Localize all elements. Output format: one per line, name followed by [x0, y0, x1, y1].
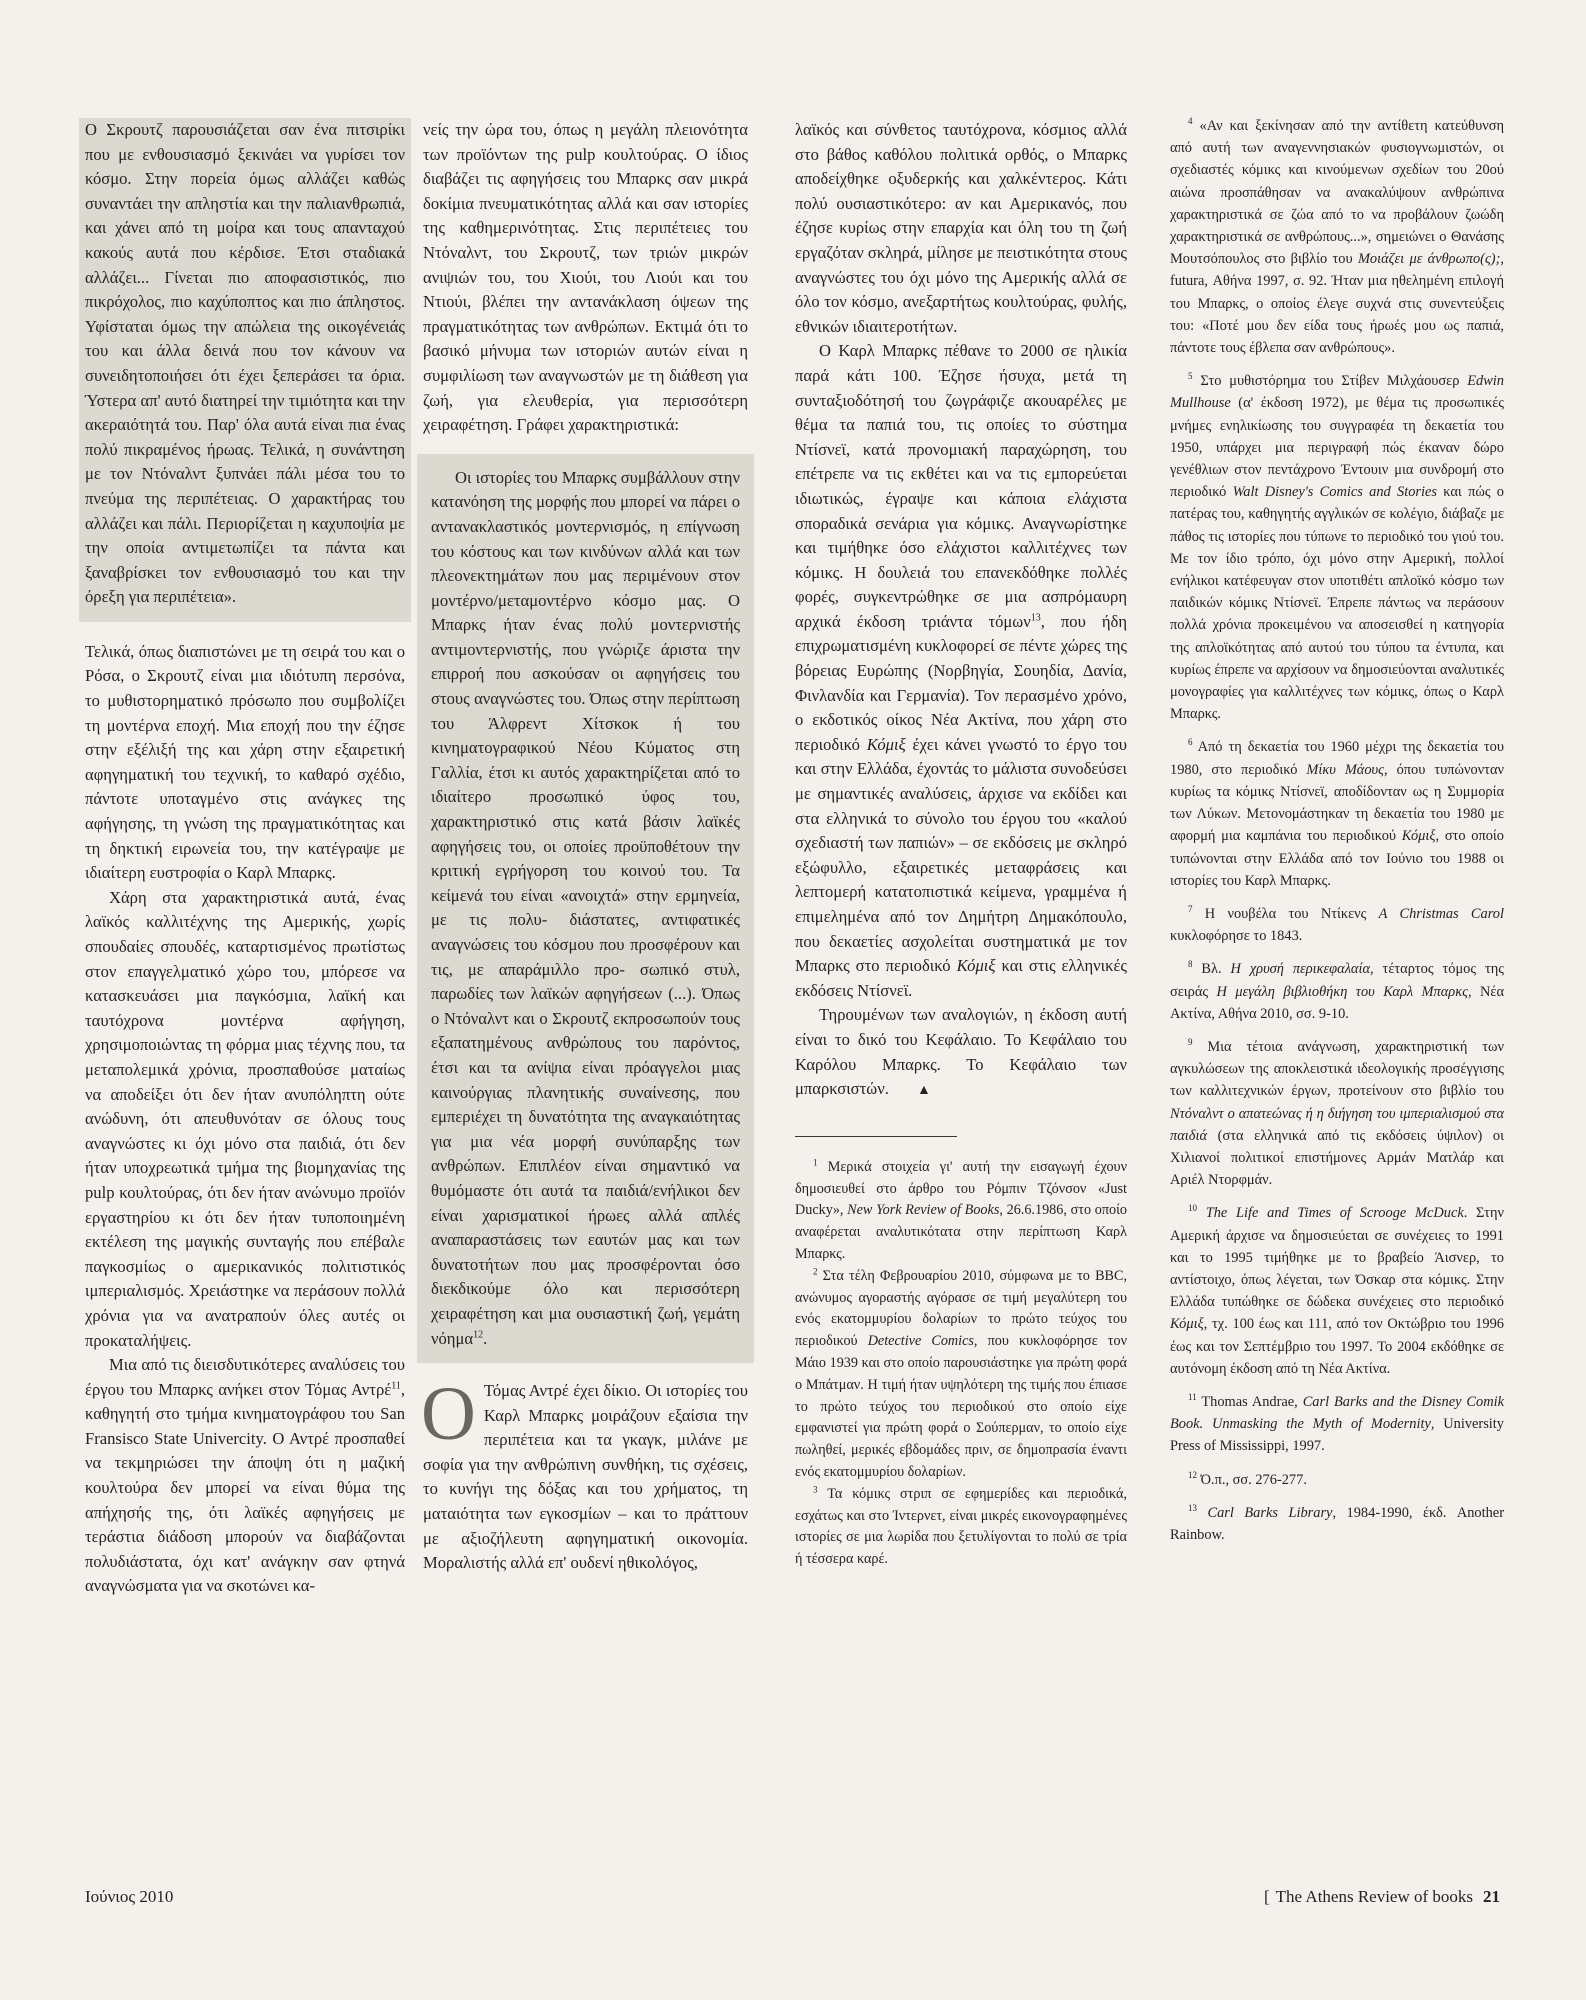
text-run: Μια τέτοια ανάγνωση, χαρακτηριστική των αγκυλώσεων της αποκλειστικά ιδεολογικής προσέγγισης των καλλιτεχνικών έργων, προτείνουν στο βιβλίο του	[1170, 1038, 1504, 1100]
footnote-ref: 12	[473, 1328, 484, 1340]
text-run: και στις ελληνικές εκδόσεις Ντίσνεϊ.	[795, 956, 1127, 1000]
text-run: , όπου τυπώνονταν κυρίως τα κόμικς Ντίσνεϊ, αποδίδονταν ως η Συμμορία των Λύκων. Μετονομάστηκαν τη δεκαετία του 1980 με αφορμή μια καμπάνια του περιοδικού	[1170, 761, 1505, 845]
article-column-3	[795, 118, 1127, 1571]
text-run: Βλ.	[1192, 961, 1231, 978]
quote-paragraph: Ο Σκρουτζ παρουσιάζεται σαν ένα πιτσιρίκι που με ενθουσιασμό ξεκινάει να γυρίσει τον κόσμο. Στην πορεία όμως αλλάζει καθώς συναντάει την απληστία και την παλιανθρωπιά, και χάνει από τη μοίρα και τους απανταχού κακούς αυτά που κέρδισε. Έτσι σταδιακά αλλάζει... Γίνεται πιο αποφασιστικός, πιο πικρόχολος, πιο καχύποπτος και πιο άπληστος. Υφίσταται όμως την απώλεια της οικογένειάς του και άλλα δεινά που τον κάνουν να συνειδητοποιήσει ότι έχει ξεπεράσει τα όρια. Ύστερα απ' αυτό διατηρεί την τιμιότητα και την ακεραιότητά του. Παρ' όλα αυτά είναι πια ένας πολύ πικραμένος ήρωας. Τελικά, η συνάντηση με τον Ντόναλντ ξυπνάει πάλι μέσα του το πνεύμα της περιπέτειας. Ο χαρακτήρας του αλλάζει και πάλι. Περιορίζεται η καχυποψία με την οποία αντιμετωπίζει τα πάντα και ξαναβρίσκει τον ενθουσιασμό του και την όρεξη για περιπέτεια».	[85, 120, 405, 607]
text-run: Τα κόμικς στριπ σε εφημερίδες και περιοδικά, εσχάτως και στο Ίντερνετ, είναι μικρές εικονογραφημένες ιστορίες σε μια λωρίδα που ξετυλίγονται το πολύ σε τρία ή τέσσερα καρέ.	[795, 1485, 1127, 1568]
footnote-8	[1170, 958, 1504, 1025]
footnote-ref: 13	[1030, 612, 1041, 624]
footnote-10	[1170, 1202, 1504, 1380]
text-run: Thomas Andrae,	[1196, 1393, 1303, 1410]
footnote-number: 12	[1188, 1469, 1197, 1480]
italic-text: Κόμιξ	[1170, 1316, 1204, 1333]
footnote-4	[1170, 115, 1504, 359]
footnote-number: 8	[1188, 959, 1193, 970]
quote-paragraph	[431, 466, 740, 1351]
italic-text: Κόμιξ	[866, 734, 906, 754]
footnote-12	[1170, 1469, 1504, 1491]
italic-text: Η μεγάλη βιβλιοθήκη του Καρλ Μπαρκς	[1216, 983, 1468, 1000]
text-run: , futura, Αθήνα 1997, σ. 92. Ήταν μια ηθελημένη επιλογή του Μπαρκς, ο οποίος έλεγε συχνά στις συνεντεύξεις του: «Ποτέ μου δεν είδα τους ήρωές μου ως παπιά, πάντοτε τους έβλεπα σαν ανθρώπους».	[1170, 251, 1504, 357]
text-run: , τχ. 100 έως και 111, από τον Οκτώβριο του 1996 έως και τον Σεπτέμβριο του 1997. Το 2004 εκδόθηκε σε αυτόνομη έκδοση από τη Νέα Ακτίνα.	[1170, 1316, 1504, 1377]
text-run: , Νέα Ακτίνα, Αθήνα 2010, σσ. 9-10.	[1170, 983, 1504, 1022]
text-run: «Αν και ξεκίνησαν από την αντίθετη κατεύθυνση από αυτή των αναγεννησιακών φυσιογνωμιστών, οι σχεδιαστές κόμικς και κινούμενων σχεδίων του 20ού αιώνα προσπάθησαν να ανακαλύψουν ανθρώπινα χαρακτηριστικά σε ζώα από το να προβάλουν ζωώδη χαρακτηριστικά σε ανθρώπους...», σημειώνει ο Θανάσης Μουτσόπουλος στο βιβλίο του	[1170, 118, 1504, 268]
footnote-number: 13	[1188, 1502, 1197, 1513]
article-column-1	[85, 118, 405, 1599]
italic-text: Edwin Mullhouse	[1170, 373, 1504, 412]
footnote-number: 2	[813, 1266, 818, 1276]
footnote-1	[795, 1157, 1127, 1266]
publication-name: The Athens Review of books	[1275, 1887, 1474, 1906]
italic-text: Μοιάζει με άνθρωπο(ς);	[1357, 251, 1501, 268]
text-run: Από τη δεκαετία του 1960 μέχρι της δεκαετία του 1980, στο περιοδικό	[1170, 739, 1504, 778]
footnote-divider	[795, 1136, 957, 1137]
footnote-number: 9	[1188, 1037, 1193, 1048]
quote-box	[417, 454, 754, 1363]
text-run: Τηρουμένων των αναλογιών, η έκδοση αυτή είναι το δικό του Κεφάλαιο. Το Κεφάλαιο του Καρόλου Μπαρκς. Το Κεφάλαιο των μπαρκσιστών.	[795, 1005, 1127, 1099]
issue-date: Ιούνιος 2010	[85, 1887, 174, 1906]
running-footer	[1264, 1887, 1500, 1907]
footnote-number: 7	[1188, 904, 1193, 915]
italic-text: Μίκυ Μάους	[1306, 761, 1385, 778]
text-run: , 1984-1990, έκδ. Another Rainbow.	[1170, 1504, 1504, 1543]
body-paragraph	[85, 1353, 405, 1599]
body-paragraph	[795, 339, 1127, 1003]
footnote-5	[1170, 370, 1504, 725]
italic-text: Walt Disney's Comics and Stories	[1232, 484, 1437, 501]
text-run: , University Press of Mississippi, 1997.	[1170, 1416, 1504, 1455]
footnote-number: 5	[1188, 371, 1193, 382]
drop-cap: Ο	[421, 1372, 476, 1457]
footnote-11	[1170, 1391, 1504, 1458]
footnote-ref: 11	[391, 1380, 401, 1392]
text-run: Μερικά στοιχεία γι' αυτή την εισαγωγή έχουν δημοσιευθεί στο άρθρο του Ρόμπιν Τζόνσον «Just Ducky»,	[795, 1158, 1127, 1219]
footnote-6	[1170, 736, 1504, 891]
footnote-9	[1170, 1036, 1504, 1191]
body-paragraph: νείς την ώρα του, όπως η μεγάλη πλειονότητα των προϊόντων της pulp κουλτούρας. Ο ίδιος διαβάζει τις αφηγήσεις του Μπαρκς σαν μικρά δοκίμια πνευματικότητας αλλά και σαν ιστορίες της καθημερινότητας. Στις περιπέτειες του Ντόναλντ, του Σκρουτζ, των τριών μικρών ανιψιών του, του Χιούι, του Λιούι και του Ντιούι, βλέπει την αντανάκλαση όψεων της πραγματικότητας των ανθρώπων. Εκτιμά ότι το βασικό μήνυμα των ιστοριών αυτών είναι η συμφιλίωση των αναγνωστών με τη διάθεση για ζωή, για ελευθερία, για περισσότερη χειραφέτηση. Γράφει χαρακτηριστικά:	[423, 120, 748, 435]
body-paragraph: Χάρη στα χαρακτηριστικά αυτά, ένας λαϊκός καλλιτέχνης της Αμερικής, χωρίς σπουδαίες σπουδές, καταρτισμένος πρωτίστως στον επαγγελματικό χώρο του, μπόρεσε να κατασκευάσει μια παγκόσμια, λαϊκή και ταυτόχρονα μοντέρνα αφήγηση, χρησιμοποιώντας τη φόρμα μιας τέχνης που, τα μεταπολεμικά χρόνια, προσπαθούσε ματαίως να αποδείξει ότι δεν ήταν ανυπόληπτη ούτε ανώδυνη, ότι απευθυνόταν σε όλους τους αναγνώστες κι όχι μόνο στα παιδιά, ότι δεν ήταν υποχρεωτικά τμήμα της βιομηχανίας της pulp κουλτούρας, ότι δεν ήταν ανώνυμο προϊόν εργαστηρίου κι ότι δεν ήταν τυποποιημένη εκτέλεση της μαγικής συνταγής που επέβαλε παγκοσμίως ο αμερικανικός πολιτιστικός ιμπεριαλισμός. Χρειάστηκε να περάσουν πολλά χρόνια για να ανατραπούν όλες αυτές οι προκαταλήψεις.	[85, 887, 405, 1350]
text-run: (α' έκδοση 1972), με θέμα τις προσωπικές μνήμες ενηλικίωσης του συγγραφέα τη δεκαετία του 1950, υπάρχει μια περιγραφή πώς έκαναν δώρο γενέθλιων στον πεντάχρονο Έντουιν μια συνδρομή στο περιοδικό	[1170, 395, 1504, 501]
text-run: , στο οποίο τυπώνονται στην Ελλάδα από τον Ιούνιο του 1988 οι ιστορίες του Καρλ Μπαρκς.	[1170, 828, 1504, 889]
footnote-number: 10	[1188, 1203, 1197, 1214]
text-run: Τόμας Αντρέ έχει δίκιο. Οι ιστορίες του Καρλ Μπαρκς μοιράζουν εξαίσια την περιπέτεια και τα γκαγκ, μιλάνε με σοφία για την ανθρώπινη συνθήκη, τις σχέσεις, το κυνήγι της δόξας και του χρήματος, τη ματαιότητα των εγκοσμίων – και το πράττουν με αξιοζήλευτη αφηγηματική οικονομία. Μοραλιστής αλλά επ' ουδενί ηθικολόγος,	[423, 1381, 748, 1573]
text-run: .	[483, 1328, 488, 1348]
italic-text: A Christmas Carol	[1378, 905, 1504, 922]
body-paragraph	[421, 1372, 748, 1576]
text-run: Οι ιστορίες του Μπαρκς συμβάλλουν στην κατανόηση της μορφής που μπορεί να πάρει ο αντανακλαστικός μοντερνισμός, η επίγνωση του κόστους και των κινδύνων αλλά και των πλεονεκτημάτων που μας περιμένουν στον μοντέρνο/μεταμοντέρνο κόσμο μας. Ο Μπαρκς ήταν ένας πολύ μοντερνιστής αντιμοντερνιστής, που γνώριζε άριστα την επιρροή που ασκούσαν οι αφηγήσεις του στους αναγνώστες του. Όπως στην περίπτωση του Άλφρεντ Χίτσκοκ ή του κινηματογραφικού Νέου Κύματος στη Γαλλία, έτσι κι αυτός χαρακτηρίζεται από το ιδιαίτερο προσωπικό ύφος του, χαρακτηριστικό στις κατά βάσιν λαϊκές αφηγήσεις του, οι οποίες προϋποθέτουν την κριτική εγρήγορση του κοινού του. Τα κείμενά του είναι «ανοιχτά» στην ερμηνεία, με τις πολυ- διάστατες, αντιφατικές αναγνώσεις του κόσμου που προσφέρουν και τις, με απαράμιλλο προ- σωπικό στυλ, παρωδίες των λαϊκών αφηγήσεων (...). Όπως ο Ντόναλντ και ο Σκρουτζ εκπροσωπούν τους εξαπατημένους ανθρώπους του παρόντος, έτσι και τα ανίψια είναι πρόαγγελοι μιας καινούργιας πλανητικής συναίνεσης, που εμπεριέχει τη δυνατότητα της αναγκαιότητας για μια νέα μορφή συνύπαρξης των ανθρώπων. Επιπλέον είναι σημαντικό να θυμόμαστε ότι αυτά τα παιδιά/ενήλικοι δεν είναι χαρισματικοί ήρωες αλλά απλές αναπαραστάσεις των εαυτών μας και των δυνατοτήτων που μας προσφέρονται όσο διεκδικούμε όλο και περισσότερη χειραφέτηση και μια ουσιαστική ζωή, γεμάτη νόημα	[431, 467, 740, 1348]
text-run: και πώς ο πατέρας του, καθηγητής αγγλικών σε κολέγιο, διάβαζε με πάθος τις ιστορίες που τύπωνε το περιοδικό του γιού του. Με τον ίδιο τρόπο, όχι μόνο στην Αμερική, πολλοί ενήλικοι κατέφευγαν στον υποτιθέτι απλοϊκό κόσμο των παιδικών κόμικς Ντίσνεϊ. Έπρεπε πάντως να περάσουν πολλά χρόνια προκειμένου να αποσεισθεί η κατηγορία της απλοϊκότητας από αυτού του τύπου τα έντυπα, και κυρίως έπρεπε να αρχίσουν να δημοσιεύονται αναλυτικές μονογραφίες για καλλιτέχνες των κόμικς, όπως ο Καρλ Μπαρκς.	[1170, 484, 1504, 723]
text-run: Στο μυθιστόρημα του Στίβεν Μιλχάουσερ	[1192, 373, 1468, 390]
text-run: Ό.π., σσ. 276-277.	[1197, 1471, 1307, 1488]
footnote-2	[795, 1266, 1127, 1484]
text-run: , που κυκλοφόρησε τον Μάιο 1939 και στο οποίο παρουσιάστηκε για πρώτη φορά ο Μπάτμαν. Η τιμή ήταν υψηλότερη της τιμής που έπιασε το πρώτο τεύχος του περιοδικού στο οποίο είχε εμφανιστεί για πρώτη φορά ο Σούπερμαν, το οποίο είχε πωληθεί, μερικές εβδομάδες πριν, σε δημοπρασία έναντι ενός εκατομμυρίου δολαρίων.	[795, 1333, 1127, 1480]
italic-text: Κόμιξ	[1401, 828, 1436, 845]
footnote-number: 3	[813, 1483, 818, 1494]
text-run: έχει κάνει γνωστό το έργο του και στην Ελλάδα, έχοντάς το μάλιστα συνοδεύσει με σημαντικές αναλύσεις, άρχισε να εκδίδει και στα ελληνικά το σύνολο του έργου του «καλού σχεδιαστή των παπιών» – σε εκδόσεις με σκληρό εξώφυλλο, εξαιρετικές μεταφράσεις και λεπτομερή κατατοπιστικά κείμενα, γραμμένα ή επιμελημένα από τον Δημήτρη Δημακόπουλο, που δεκαετίες ασχολείται συστηματικά με τον Μπαρκς στο περιοδικό	[795, 734, 1127, 976]
italic-text: New York Review of Books	[847, 1202, 1000, 1219]
italic-text: Carl Barks and the Disney Comik Book. Unmasking the Myth of Modernity	[1170, 1393, 1504, 1433]
text-run: . Στην Αμερική άρχισε να δημοσιεύεται σε συνέχειες το 1991 και το 1995 τιμήθηκε με το βραβείο Άισνερ, το αντίστοιχο, όπως λέγεται, των Όσκαρ στα κόμικς. Στην Ελλάδα τυπώθηκε σε δώδεκα συνέχειες στο περιοδικό	[1170, 1205, 1504, 1311]
body-paragraph	[795, 1003, 1127, 1103]
footnote-number: 4	[1188, 116, 1193, 127]
italic-text: Κόμιξ	[956, 956, 996, 976]
footnote-number: 1	[813, 1157, 818, 1168]
text-run: , καθηγητή στο τμήμα κινηματογράφου του San Fransisco State Univercity. Ο Αντρέ προσπαθεί να τεκμηριώσει την άποψη ότι η μαζική κουλτούρα δεν μπορεί να είναι θύμα της απήχησής της, ότι λαϊκές αφηγήσεις με τεράστια διάδοση μπορούν να διαβάζονται πολυδιάστατα, όχι κατ' ανάγκην σαν φτηνά αναγνώσματα για να σκοτώνει κα-	[85, 1379, 405, 1596]
page-number: 21	[1483, 1887, 1501, 1906]
text-run: , που ήδη επιχρωματισμένη κυκλοφορεί σε πέντε χώρες της βόρειας Ευρώπης (Νορβηγία, Σουηδία, Δανία, Φινλανδία και Γερμανία). Τον περασμένο χρόνο, ο εκδοτικός οίκος Νέα Ακτίνα, που χάρη στο περιοδικό	[795, 611, 1128, 754]
text-run: Στα τέλη Φεβρουαρίου 2010, σύμφωνα με το BBC, ανώνυμος αγοραστής αγόρασε σε τιμή μεγαλύτερη του ενός εκατομμυρίου δολαρίων το πρώτο τεύχος του περιοδικού	[795, 1267, 1127, 1350]
text-run: , 26.6.1986, στο οποίο αναφέρεται αναλυτικότατα στην περίπτωση Καρλ Μπαρκς.	[795, 1202, 1127, 1262]
footnote-7	[1170, 903, 1504, 947]
text-run: Ο Καρλ Μπαρκς πέθανε το 2000 σε ηλικία παρά κάτι 100. Έζησε ήσυχα, μετά τη συνταξιοδότησή του ζωγράφιζε ακουαρέλες με θέμα τα παπιά του, τις οποίες το σύστημα Ντίσνεϊ, κατά προνομιακή παραχώρηση, του επέτρεπε να τις εκθέτει και να τις εμπορεύεται ιδιωτικώς, έγραψε και κάποια ελάχιστα σποραδικά σενάρια για κόμικς. Αναγνωρίστηκε και τιμήθηκε όσο ελάχιστοι καλλιτέχνες των κόμικς. Η δουλειά του επανεκδόθηκε πολλές φορές, συγκεντρώθηκε σε μια ασπρόμαυρη αρχικά έκδοση τριάντα τόμων	[795, 341, 1127, 631]
footnotes-column	[1170, 115, 1504, 1557]
italic-text: Η χρυσή περικεφαλαία	[1230, 961, 1371, 978]
text-run: , τέταρτος τόμος της σειράς	[1170, 961, 1504, 1000]
italic-text: Ντόναλντ ο απατεώνας ή η διήγηση του ιμπεριαλισμού στα παιδιά	[1170, 1105, 1504, 1144]
footer-bracket: [	[1264, 1887, 1270, 1906]
end-mark-icon: ▲	[917, 1083, 931, 1099]
italic-text: The Life and Times of Scrooge McDuck	[1197, 1205, 1464, 1222]
body-paragraph: Τελικά, όπως διαπιστώνει με τη σειρά του και ο Ρόσα, ο Σκρουτζ είναι μια ιδιότυπη περσόνα, το μυθιστορηματικό πρόσωπο που συμβολίζει τη μοντέρνα εποχή. Μια εποχή που την έζησε στην εξέλιξή της και χάρη στην εξαιρετική αφηγηματική του τεχνική, το καθαρό σχέδιο, πάντοτε υποταγμένο στις ανάγκες της αφήγησης, τη γνώση της πραγματικότητας και τη δηκτική ειρωνεία του, την κατέγραψε με ιδιαίτερη ευστροφία ο Καρλ Μπαρκς.	[85, 641, 405, 883]
text-run: κυκλοφόρησε το 1843.	[1170, 928, 1303, 945]
text-run: Μια από τις διεισδυτικότερες αναλύσεις του έργου του Μπαρκς ανήκει στον Τόμας Αντρέ	[85, 1355, 405, 1399]
italic-text: Detective Comics	[867, 1333, 974, 1350]
footnote-3	[795, 1484, 1127, 1571]
text-run: (στα ελληνικά από τις εκδόσεις ύψιλον) οι Χιλιανοί πολιτικοί επιστήμονες Αρμάν Ματλάρ και Αριέλ Ντορφμάν.	[1170, 1127, 1504, 1189]
footnote-number: 6	[1188, 737, 1193, 748]
footnote-13	[1170, 1502, 1504, 1546]
article-column-2	[423, 118, 748, 1576]
italic-text: Carl Barks Library	[1197, 1504, 1333, 1521]
footnote-number: 11	[1188, 1392, 1197, 1403]
body-paragraph: λαϊκός και σύνθετος ταυτόχρονα, κόσμιος αλλά στο βάθος καθόλου πολιτικά ορθός, ο Μπαρκς αποδείχθηκε οξυδερκής και χαλκέντερος. Κάτι πολύ ουσιαστικότερο: αν και Αμερικανός, που έζησε κυρίως στην επαρχία και όλη του τη ζωή εργαζόταν σκληρά, μίλησε με πειστικότητα στους αναγνώστες του όχι μόνο της Αμερικής αλλά σε όλο τον κόσμο, ανεξαρτήτως κουλτούρας, φυλής, εθνικών ιδιαιτεροτήτων.	[795, 120, 1127, 336]
text-run: Η νουβέλα του Ντίκενς	[1192, 905, 1379, 922]
quote-box	[79, 118, 411, 622]
